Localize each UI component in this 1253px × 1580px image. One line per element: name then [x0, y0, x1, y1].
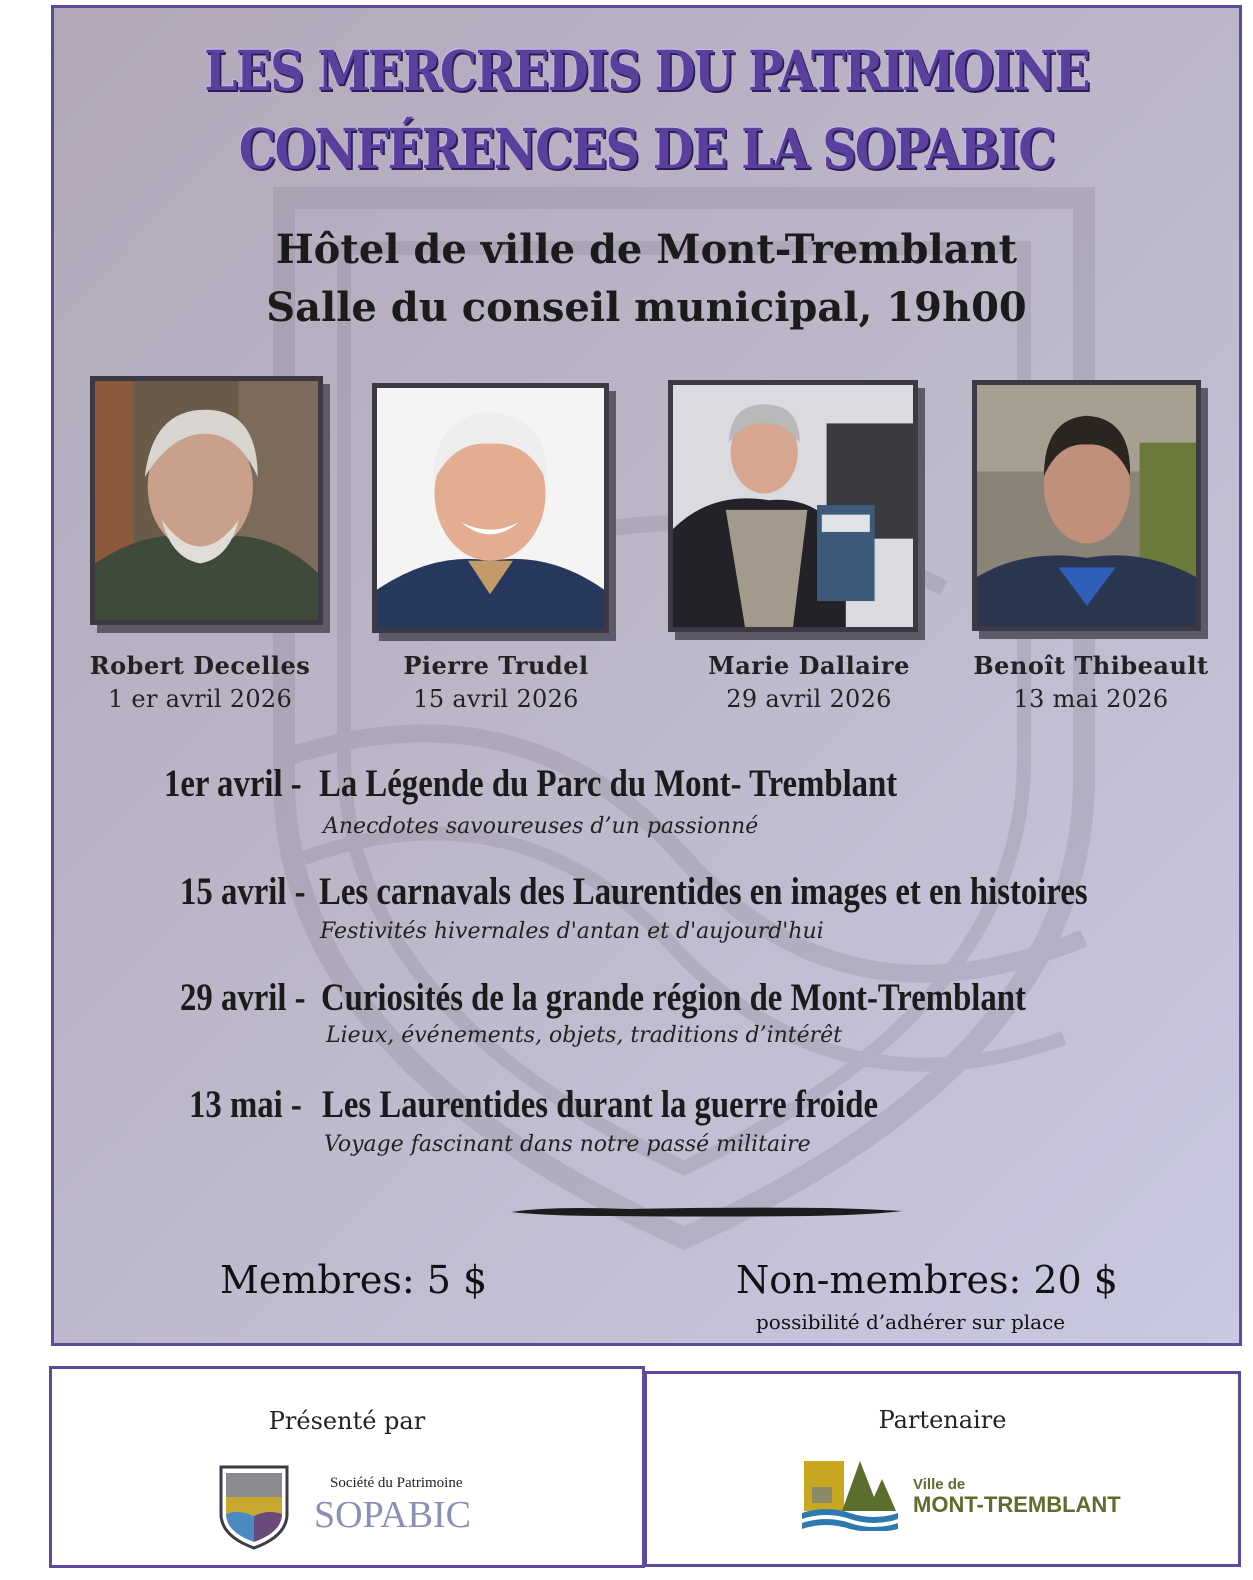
- talk-subtitle: Voyage fascinant dans notre passé militaire: [324, 1132, 811, 1157]
- title-line-1: LES MERCREDIS DU PATRIMOINE: [204, 38, 1089, 103]
- speaker-date: 29 avril 2026: [726, 685, 892, 713]
- brush-divider: [509, 1204, 904, 1220]
- speaker-name: Pierre Trudel: [403, 651, 589, 680]
- speaker-name: Marie Dallaire: [708, 651, 910, 680]
- price-members: Membres: 5 $: [220, 1258, 488, 1302]
- speaker-photo-marie: [668, 380, 918, 632]
- talk-4: [189, 1082, 323, 1127]
- talk-1-title: [319, 761, 1007, 806]
- mont-tremblant-logo-text: MONT-TREMBLANT: [913, 1492, 1121, 1517]
- talk-2-title: [319, 869, 1234, 914]
- talk-date: 29 avril -: [180, 976, 306, 1019]
- price-non-members: Non-membres: 20 $: [736, 1258, 1118, 1302]
- talk-2: [180, 869, 329, 914]
- mont-tremblant-small-text: Ville de: [913, 1476, 966, 1493]
- price-note: possibilité d’adhérer sur place: [756, 1310, 1066, 1334]
- speaker-date: 13 mai 2026: [1013, 685, 1169, 713]
- talk-4-title: [322, 1082, 984, 1127]
- partner-box: [644, 1371, 1241, 1567]
- venue-line-2: Salle du conseil municipal, 19h00: [266, 284, 1027, 331]
- poster-panel: [51, 5, 1242, 1346]
- talk-subtitle: Lieux, événements, objets, traditions d’intérêt: [326, 1023, 843, 1048]
- speaker-caption-marie: [664, 651, 954, 713]
- talk-subtitle: Festivités hivernales d'antan et d'aujourd'hui: [320, 919, 824, 944]
- talk-date: 1er avril -: [164, 762, 302, 805]
- talk-title: Curiosités de la grande région de Mont-Tremblant: [321, 976, 1026, 1019]
- speaker-photo-pierre: [372, 383, 609, 633]
- sopabic-shield-icon: [218, 1464, 290, 1550]
- title-line-2: CONFÉRENCES DE LA SOPABIC: [238, 116, 1055, 181]
- speaker-photo-benoit: [972, 380, 1201, 631]
- venue-line-1: Hôtel de ville de Mont-Tremblant: [275, 226, 1018, 273]
- speaker-name: Robert Decelles: [89, 651, 311, 680]
- talk-1: [164, 761, 328, 806]
- sopabic-small-text: Société du Patrimoine: [330, 1475, 463, 1491]
- speaker-photo-robert: [90, 376, 323, 625]
- talk-3-title: [321, 975, 1160, 1020]
- talk-subtitle: Anecdotes savoureuses d’un passionné: [323, 814, 759, 839]
- speaker-caption-robert: [55, 651, 345, 713]
- presented-by-box: [49, 1366, 645, 1568]
- mont-tremblant-logo-icon: [802, 1457, 898, 1531]
- partner-label: Partenaire: [878, 1406, 1007, 1434]
- presented-by-label: Présenté par: [268, 1407, 426, 1435]
- talk-title: La Légende du Parc du Mont- Tremblant: [319, 762, 898, 805]
- speaker-caption-benoit: [946, 651, 1236, 713]
- talk-date: 15 avril -: [180, 870, 306, 913]
- speaker-date: 15 avril 2026: [413, 685, 579, 713]
- speaker-caption-pierre: [351, 651, 641, 713]
- talk-title: Les Laurentides durant la guerre froide: [322, 1083, 879, 1126]
- talk-title: Les carnavals des Laurentides en images et en histoires: [319, 870, 1088, 913]
- speaker-date: 1 er avril 2026: [107, 685, 293, 713]
- talk-3: [180, 975, 329, 1020]
- talk-date: 13 mai -: [189, 1083, 302, 1126]
- sopabic-logo-text: SOPABIC: [314, 1494, 472, 1536]
- speaker-name: Benoît Thibeault: [973, 651, 1209, 680]
